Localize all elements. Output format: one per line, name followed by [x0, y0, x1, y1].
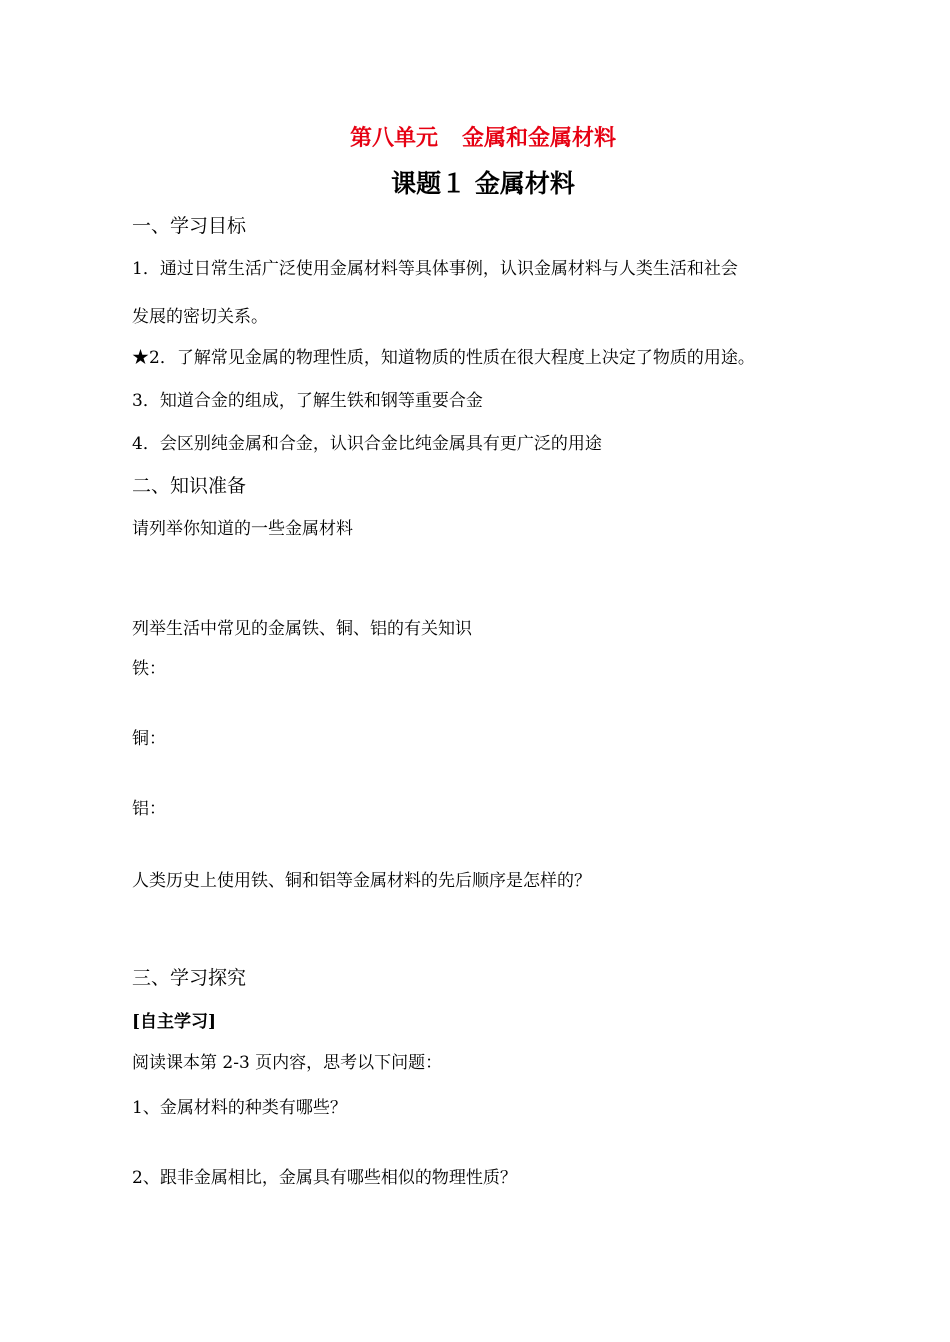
section-heading-goals: 一、学习目标 — [132, 215, 247, 237]
question-2: 2、跟非金属相比，金属具有哪些相似的物理性质？ — [132, 1168, 517, 1188]
unit-number: 第八单元 — [349, 126, 438, 151]
prep-prompt-metals: 列举生活中常见的金属铁、铜、铝的有关知识 — [132, 619, 472, 639]
iron-label: 铁： — [132, 659, 166, 679]
reading-instruction: 阅读课本第 2-3 页内容，思考以下问题： — [132, 1053, 443, 1073]
self-study-subheading: [自主学习] — [132, 1012, 217, 1032]
question-1: 1、金属材料的种类有哪些？ — [132, 1098, 347, 1118]
prep-prompt-history: 人类历史上使用铁、铜和铝等金属材料的先后顺序是怎样的？ — [132, 871, 591, 891]
aluminum-label: 铝： — [132, 799, 166, 819]
lesson-title: 课题１ 金属材料 — [391, 169, 575, 198]
goal-item-4: 4．会区别纯金属和合金，认识合金比纯金属具有更广泛的用途 — [132, 434, 602, 454]
goal-item-1: 1．通过日常生活广泛使用金属材料等具体事例，认识金属材料与人类生活和社会 — [132, 259, 738, 279]
copper-label: 铜： — [132, 729, 166, 749]
goal-item-3: 3．知道合金的组成，了解生铁和钢等重要合金 — [132, 391, 483, 411]
goal-item-2: ★2．了解常见金属的物理性质，知道物质的性质在很大程度上决定了物质的用途。 — [132, 348, 755, 368]
unit-name: 金属和金属材料 — [462, 126, 617, 151]
prep-prompt-materials: 请列举你知道的一些金属材料 — [132, 519, 353, 539]
section-heading-preparation: 二、知识准备 — [132, 475, 247, 497]
section-heading-inquiry: 三、学习探究 — [132, 967, 247, 989]
unit-title — [0, 124, 950, 154]
goal-item-1-cont: 发展的密切关系。 — [132, 307, 268, 327]
